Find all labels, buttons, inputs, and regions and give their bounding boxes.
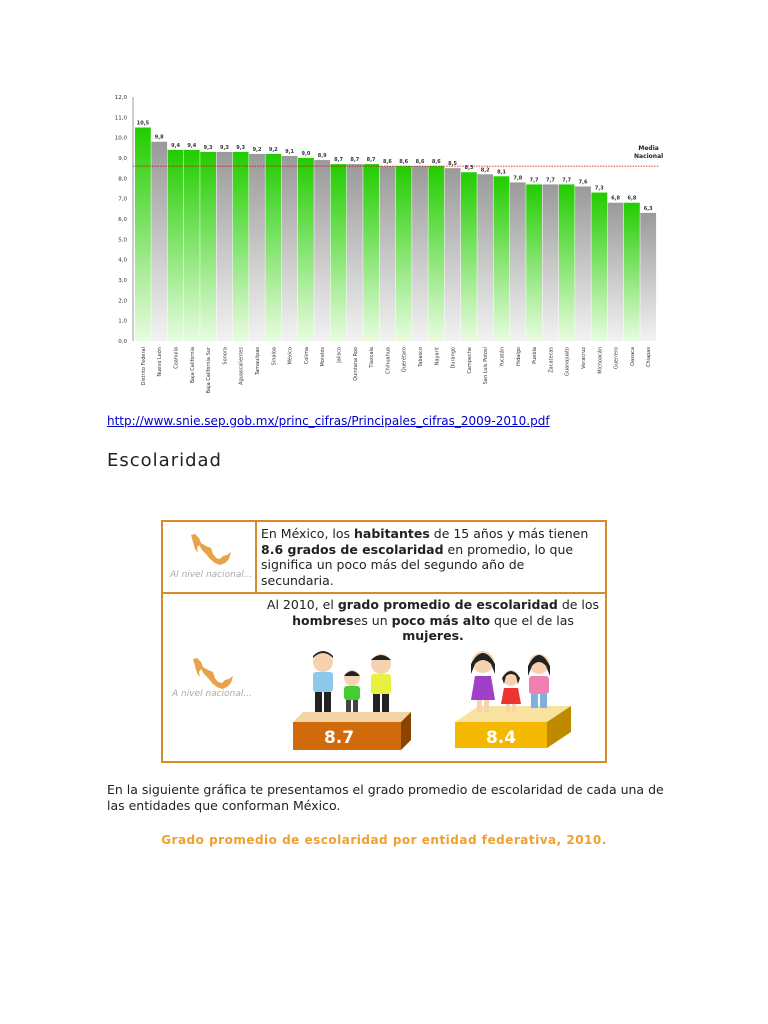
category-label: Guerrero xyxy=(613,346,620,370)
men-value: 8.7 xyxy=(323,728,355,748)
bar-chart xyxy=(105,85,665,405)
bar xyxy=(526,184,542,341)
bar-value-label: 6,8 xyxy=(611,195,621,202)
y-tick-label: 4,0 xyxy=(118,257,127,264)
category-label: Campeche xyxy=(466,347,473,374)
text-part: de los xyxy=(557,597,600,612)
bar xyxy=(331,164,347,341)
bar xyxy=(608,203,624,341)
bar xyxy=(363,164,379,341)
bar xyxy=(347,164,363,341)
y-tick-label: 5,0 xyxy=(118,237,127,244)
y-tick-label: 1,0 xyxy=(118,318,127,325)
bar xyxy=(412,166,428,341)
bar xyxy=(428,166,444,341)
bar xyxy=(135,128,151,342)
y-tick-label: 0,0 xyxy=(118,339,127,345)
bar-value-label: 8,6 xyxy=(431,159,441,166)
text-part: Al 2010, el xyxy=(266,597,338,612)
category-label: Baja California Sur xyxy=(206,347,213,394)
category-label: Distrito Federal xyxy=(140,347,147,386)
text-part: en promedio, lo que significa un poco más del segundo año de secundaria. xyxy=(261,541,574,588)
category-label: Puebla xyxy=(532,347,539,364)
category-label: Chiapas xyxy=(646,347,653,367)
bar xyxy=(624,203,640,341)
map-label: Al nivel nacional... xyxy=(170,570,253,580)
category-label: Tamaulipas xyxy=(255,347,261,376)
text-part: En México, los xyxy=(261,526,354,541)
women-value-label xyxy=(455,722,555,750)
category-label: Morelos xyxy=(320,347,327,367)
bar-value-label: 8,5 xyxy=(448,161,458,168)
bar-value-label: 8,6 xyxy=(399,159,409,166)
bar xyxy=(559,184,575,341)
bar-value-label: 6,3 xyxy=(643,205,653,212)
section-heading: Escolaridad xyxy=(107,450,222,471)
bar xyxy=(184,150,200,341)
category-label: México xyxy=(287,347,294,365)
bar xyxy=(494,176,510,341)
reference-line-label: Media xyxy=(638,145,659,153)
info-box xyxy=(161,520,607,763)
y-tick-label: 11,0 xyxy=(114,115,127,122)
bar-value-label: 6,8 xyxy=(627,195,637,202)
category-label: Guanajuato xyxy=(564,347,571,376)
women-value: 8.4 xyxy=(485,728,517,748)
mexico-map-icon xyxy=(191,656,235,692)
bar xyxy=(591,193,607,341)
bar xyxy=(282,156,298,341)
national-text xyxy=(261,526,601,588)
text-part: es un xyxy=(353,612,392,628)
bar-value-label: 8,7 xyxy=(334,157,343,164)
category-label: Colima xyxy=(303,347,310,365)
bar xyxy=(461,172,477,341)
bar xyxy=(640,213,656,341)
bar xyxy=(477,174,493,341)
bar-value-label: 8,7 xyxy=(366,157,376,164)
bar xyxy=(233,152,249,341)
category-label: San Luis Potosí xyxy=(483,347,490,385)
category-label: Sinaloa xyxy=(271,347,278,366)
bar xyxy=(151,142,167,341)
text-bold: 8.6 grados de escolaridad xyxy=(261,541,444,557)
bar xyxy=(249,154,265,341)
bar xyxy=(510,182,526,341)
bar-value-label: 7,8 xyxy=(513,175,523,182)
category-label: Hidalgo xyxy=(515,347,522,367)
bar-value-label: 9,2 xyxy=(252,146,262,153)
bar-value-label: 9,3 xyxy=(236,144,246,151)
text-bold: hombres xyxy=(292,612,354,628)
map-label: A nivel nacional... xyxy=(172,689,252,699)
category-label: Sonora xyxy=(222,347,229,365)
bar-value-label: 8,7 xyxy=(350,157,360,164)
bar xyxy=(445,168,461,341)
bar-value-label: 8,3 xyxy=(464,165,474,172)
bar-value-label: 7,6 xyxy=(578,179,588,186)
bar xyxy=(217,152,233,341)
bar xyxy=(314,160,330,341)
bar-value-label: 9,2 xyxy=(268,146,278,153)
mexico-map-icon xyxy=(189,532,233,568)
bar-value-label: 7,7 xyxy=(562,177,572,184)
bar xyxy=(168,150,184,341)
bar xyxy=(298,158,314,341)
caption-paragraph: En la siguiente gráfica te presentamos el grado promedio de escolaridad de cada una de las entidades que conforman México. xyxy=(107,782,664,813)
bar-value-label: 9,1 xyxy=(285,148,295,155)
bar-value-label: 7,7 xyxy=(545,177,555,184)
category-label: Oaxaca xyxy=(629,347,636,366)
y-tick-label: 10,0 xyxy=(114,135,127,142)
y-tick-label: 9,0 xyxy=(118,156,127,162)
bar-value-label: 9,3 xyxy=(203,144,213,151)
category-label: Nuevo León xyxy=(157,347,164,377)
bar-value-label: 9,3 xyxy=(219,144,229,151)
bar-value-label: 9,4 xyxy=(187,142,197,149)
y-tick-label: 2,0 xyxy=(118,298,127,305)
bar-value-label: 8,2 xyxy=(480,167,490,174)
bar-value-label: 10,5 xyxy=(136,120,150,127)
category-label: Veracruz xyxy=(581,347,587,369)
category-label: Tlaxcala xyxy=(369,347,376,368)
bar-value-label: 9,4 xyxy=(171,142,180,149)
category-label: Durango xyxy=(450,347,457,369)
info-row-national xyxy=(163,522,605,594)
category-label: Querétaro xyxy=(401,347,408,373)
y-tick-label: 8,0 xyxy=(118,176,127,183)
category-label: Aguascalientes xyxy=(238,347,245,385)
category-label: Baja California xyxy=(189,347,196,384)
bar-value-label: 7,3 xyxy=(594,185,604,192)
y-tick-label: 6,0 xyxy=(118,217,127,223)
y-tick-label: 3,0 xyxy=(118,278,127,284)
bar-value-label: 8,1 xyxy=(497,169,506,176)
bar-value-label: 9,0 xyxy=(301,151,311,157)
category-label: Quintana Roo xyxy=(352,347,359,381)
bar xyxy=(380,166,396,341)
chart-title: Grado promedio de escolaridad por entidad federativa, 2010. xyxy=(161,833,607,847)
category-label: Yucatán xyxy=(499,347,506,367)
category-label: Coahuila xyxy=(173,347,180,369)
bar-value-label: 8,9 xyxy=(317,153,327,160)
source-link[interactable]: http://www.snie.sep.gob.mx/princ_cifras/Principales_cifras_2009-2010.pdf xyxy=(107,414,550,428)
bar xyxy=(543,184,559,341)
category-label: Tabasco xyxy=(418,347,424,367)
bar xyxy=(200,152,216,341)
text-part: de 15 años y más tienen xyxy=(429,526,589,541)
y-tick-label: 12,0 xyxy=(114,95,127,101)
men-value-label xyxy=(293,722,403,750)
text-bold: habitantes xyxy=(354,526,430,541)
y-tick-label: 7,0 xyxy=(118,196,127,203)
text-part: que el de las xyxy=(490,612,574,628)
text-bold: mujeres. xyxy=(402,628,464,643)
bar-value-label: 7,7 xyxy=(529,177,539,184)
map-cell xyxy=(163,522,257,592)
bar-value-label: 8,6 xyxy=(382,159,392,166)
category-label: Zacatecas xyxy=(548,347,555,373)
category-label: Chihuahua xyxy=(385,347,392,374)
bar xyxy=(575,186,591,341)
bar xyxy=(265,154,281,341)
text-bold: grado promedio de escolaridad xyxy=(337,597,558,612)
category-label: Nayarit xyxy=(434,347,441,366)
text-bold: poco más alto xyxy=(391,612,491,628)
bar-value-label: 9,8 xyxy=(154,134,164,141)
bar-value-label: 8,6 xyxy=(415,159,425,166)
category-label: Jalisco xyxy=(336,347,343,363)
category-label: Michoacán xyxy=(597,347,604,374)
gender-text xyxy=(263,597,603,644)
reference-line-label: Nacional xyxy=(634,153,664,161)
bar xyxy=(396,166,412,341)
